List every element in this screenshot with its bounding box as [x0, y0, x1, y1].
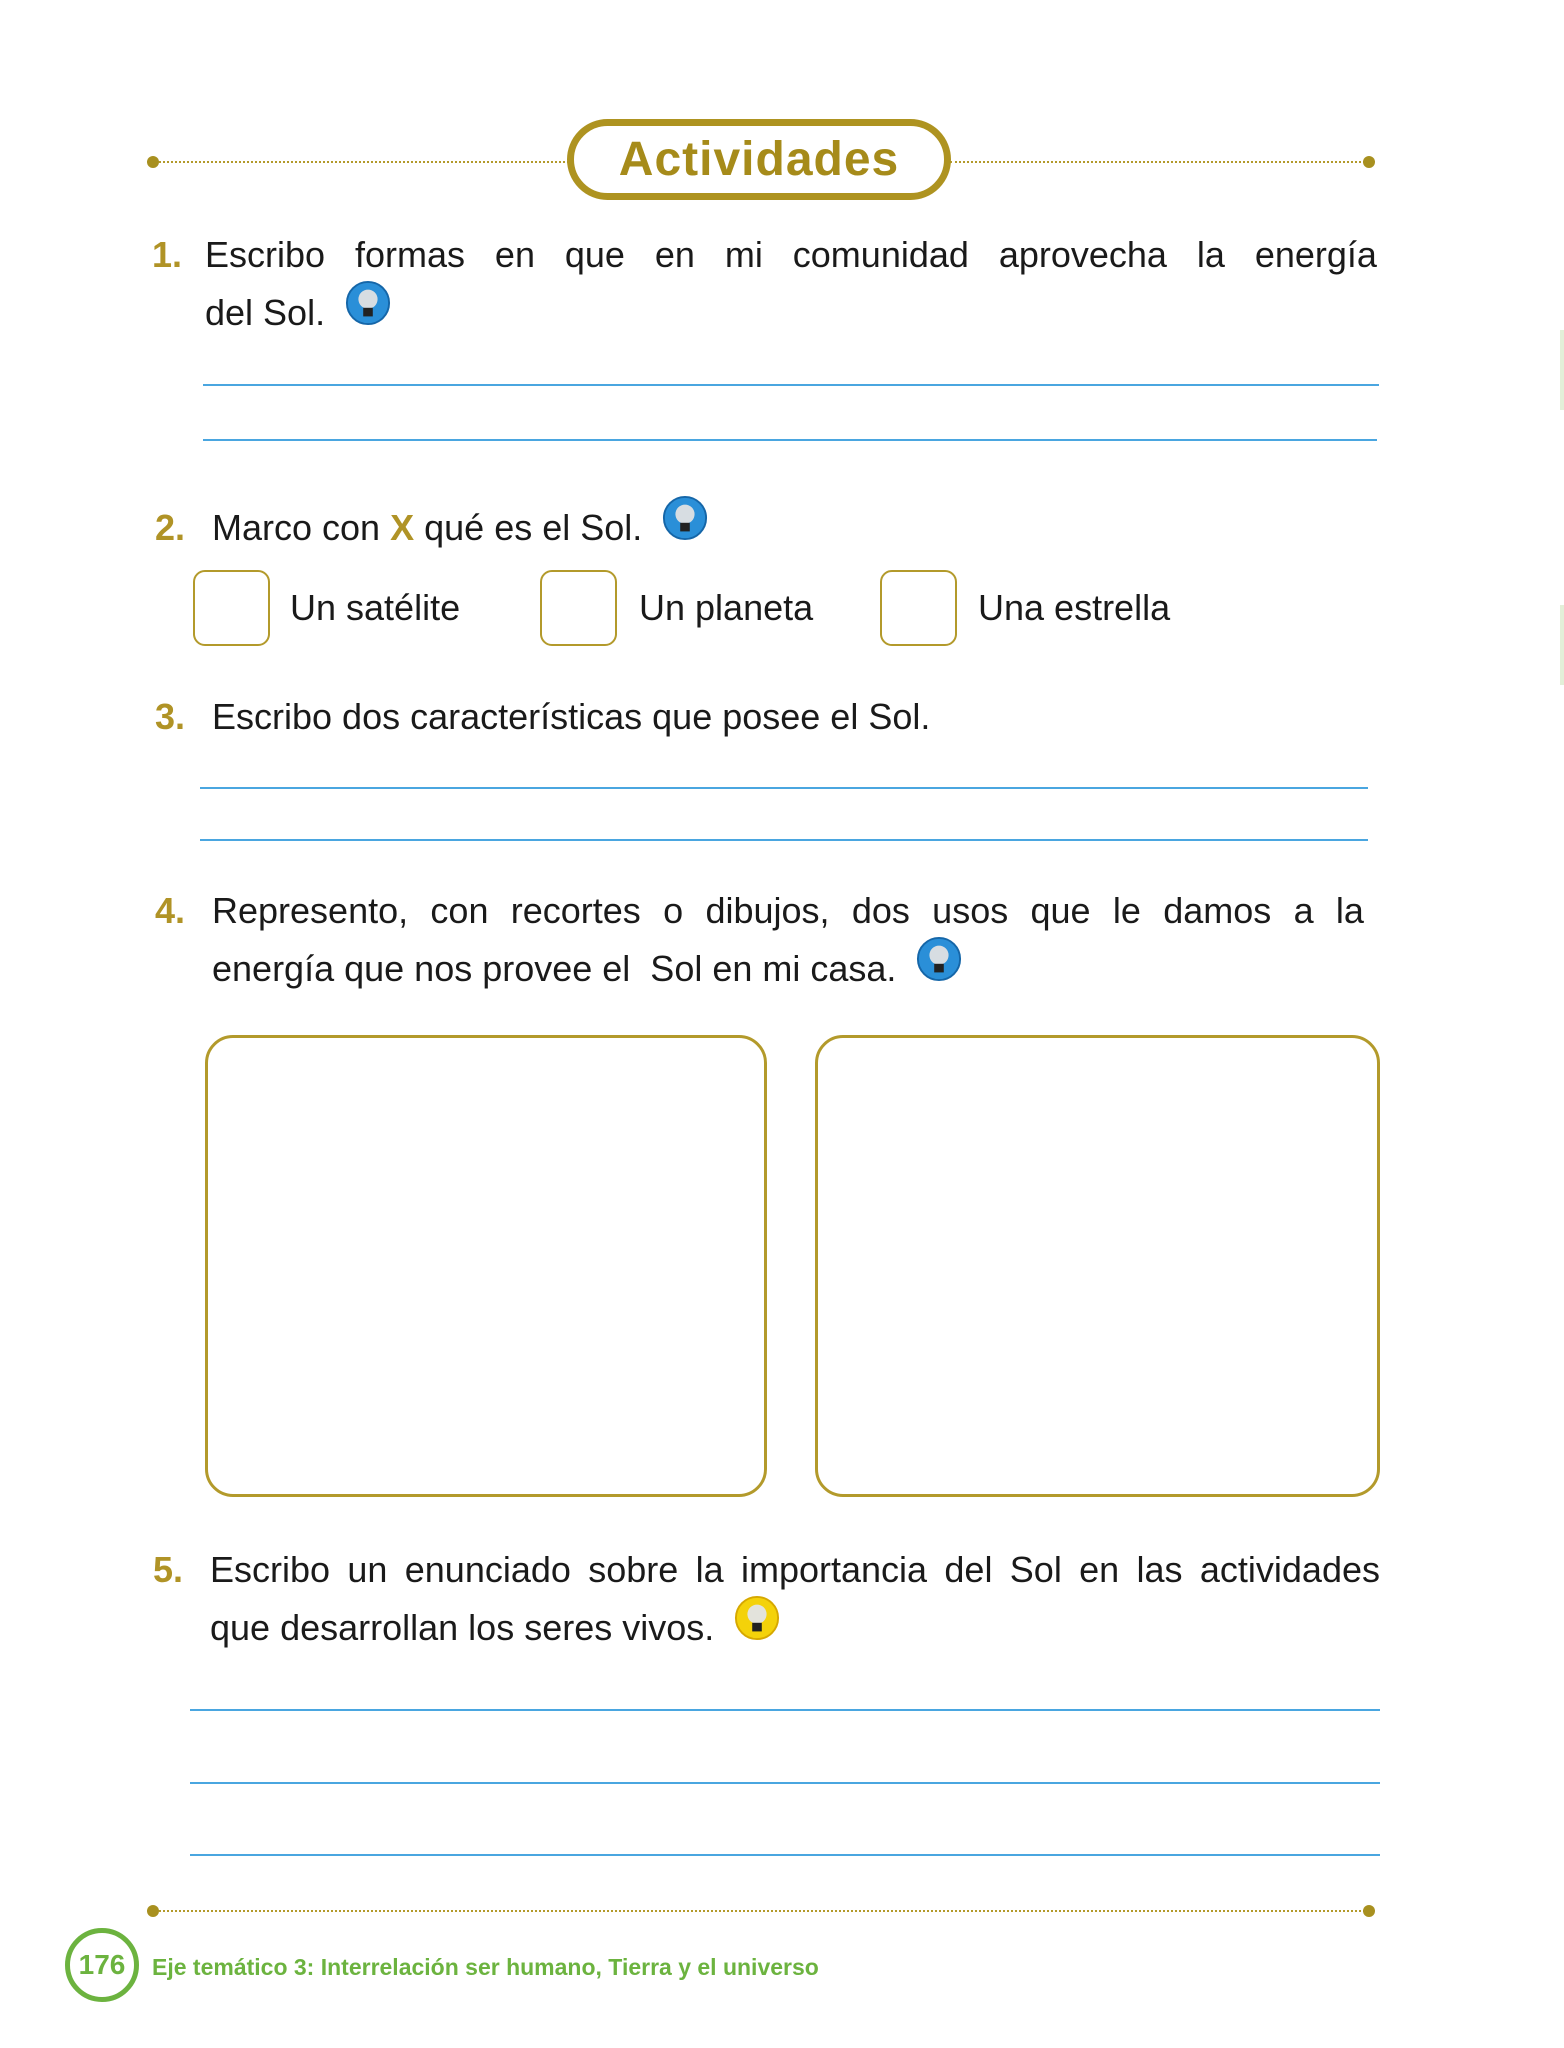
- question-number: 3.: [155, 696, 186, 737]
- word: del: [944, 1549, 993, 1590]
- answer-line[interactable]: [203, 384, 1379, 386]
- word: comunidad: [792, 234, 969, 275]
- checkbox-planet[interactable]: [540, 570, 617, 646]
- word: Escribo: [205, 234, 326, 275]
- mark-symbol: X: [390, 507, 415, 548]
- header-dotted-line-left: [159, 161, 569, 163]
- word: Represento,: [212, 890, 409, 931]
- word: que: [1030, 890, 1091, 931]
- question-text: Escribo dos características que posee el Sol.: [212, 696, 931, 737]
- question-text-line: [210, 1605, 780, 1651]
- option-label: Una estrella: [978, 587, 1171, 628]
- word: importancia: [740, 1549, 928, 1590]
- answer-line[interactable]: [190, 1709, 1380, 1711]
- footer-dotted-line: [159, 1910, 1365, 1912]
- word: a: [1293, 890, 1314, 931]
- option-label: Un satélite: [290, 587, 461, 628]
- word: o: [663, 890, 684, 931]
- word: dos: [851, 890, 910, 931]
- word: dibujos,: [705, 890, 830, 931]
- page-number-badge: [65, 1928, 139, 2002]
- question-text-line: [212, 505, 708, 551]
- word: energía: [1254, 234, 1377, 275]
- word: la: [695, 1549, 724, 1590]
- word: recortes: [510, 890, 641, 931]
- footer-dot-left: [147, 1905, 159, 1917]
- answer-line[interactable]: [190, 1854, 1380, 1856]
- word: le: [1112, 890, 1141, 931]
- word: en: [1079, 1549, 1120, 1590]
- word: Escribo: [210, 1549, 331, 1590]
- question-text-line: [210, 1547, 1380, 1593]
- question-text: que desarrollan los seres vivos.: [210, 1607, 715, 1648]
- question-text-line: [212, 888, 1364, 934]
- word: usos: [932, 890, 1009, 931]
- word: formas: [354, 234, 465, 275]
- header-dot-right: [1363, 156, 1375, 168]
- word: en: [654, 234, 695, 275]
- word: mi: [724, 234, 763, 275]
- header-dot-left: [147, 156, 159, 168]
- word: la: [1196, 234, 1225, 275]
- question-text-line: [212, 946, 962, 992]
- page-edge-mark: [1560, 330, 1564, 410]
- footer-dot-right: [1363, 1905, 1375, 1917]
- word: sobre: [588, 1549, 679, 1590]
- word: enunciado: [404, 1549, 571, 1590]
- lightbulb-blue-icon: [662, 495, 708, 541]
- checkbox-star[interactable]: [880, 570, 957, 646]
- question-text-line: [205, 290, 391, 336]
- page-title: Actividades: [618, 133, 900, 186]
- question-text: qué es el Sol.: [424, 507, 643, 548]
- lightbulb-yellow-icon: [734, 1595, 780, 1641]
- question-text: energía que nos provee el Sol en mi casa.: [212, 948, 897, 989]
- word: las: [1136, 1549, 1183, 1590]
- question-number: 1.: [152, 234, 183, 275]
- answer-line[interactable]: [200, 839, 1368, 841]
- header-dotted-line-right: [950, 161, 1365, 163]
- question-text-line: [205, 232, 1377, 278]
- word: aprovecha: [998, 234, 1167, 275]
- page-edge-mark: [1560, 605, 1564, 685]
- question-number: 2.: [155, 507, 186, 548]
- drawing-box-1[interactable]: [205, 1035, 767, 1497]
- option-label: Un planeta: [639, 587, 814, 628]
- question-number: 4.: [155, 890, 186, 931]
- section-title-pill: [567, 119, 951, 200]
- lightbulb-blue-icon: [916, 936, 962, 982]
- word: la: [1335, 890, 1364, 931]
- word: en: [494, 234, 535, 275]
- answer-line[interactable]: [190, 1782, 1380, 1784]
- word: que: [564, 234, 625, 275]
- drawing-box-2[interactable]: [815, 1035, 1380, 1497]
- word: un: [347, 1549, 388, 1590]
- word: actividades: [1199, 1549, 1380, 1590]
- page-number: 176: [78, 1949, 126, 1980]
- word: Sol: [1009, 1549, 1062, 1590]
- question-text: del Sol.: [205, 292, 326, 333]
- answer-line[interactable]: [203, 439, 1377, 441]
- section-label: Eje temático 3: Interrelación ser humano, Tierra y el universo: [152, 1954, 819, 1980]
- answer-line[interactable]: [200, 787, 1368, 789]
- question-text: Marco con: [212, 507, 381, 548]
- checkbox-satellite[interactable]: [193, 570, 270, 646]
- question-number: 5.: [153, 1549, 184, 1590]
- lightbulb-blue-icon: [345, 280, 391, 326]
- word: damos: [1163, 890, 1272, 931]
- word: con: [430, 890, 489, 931]
